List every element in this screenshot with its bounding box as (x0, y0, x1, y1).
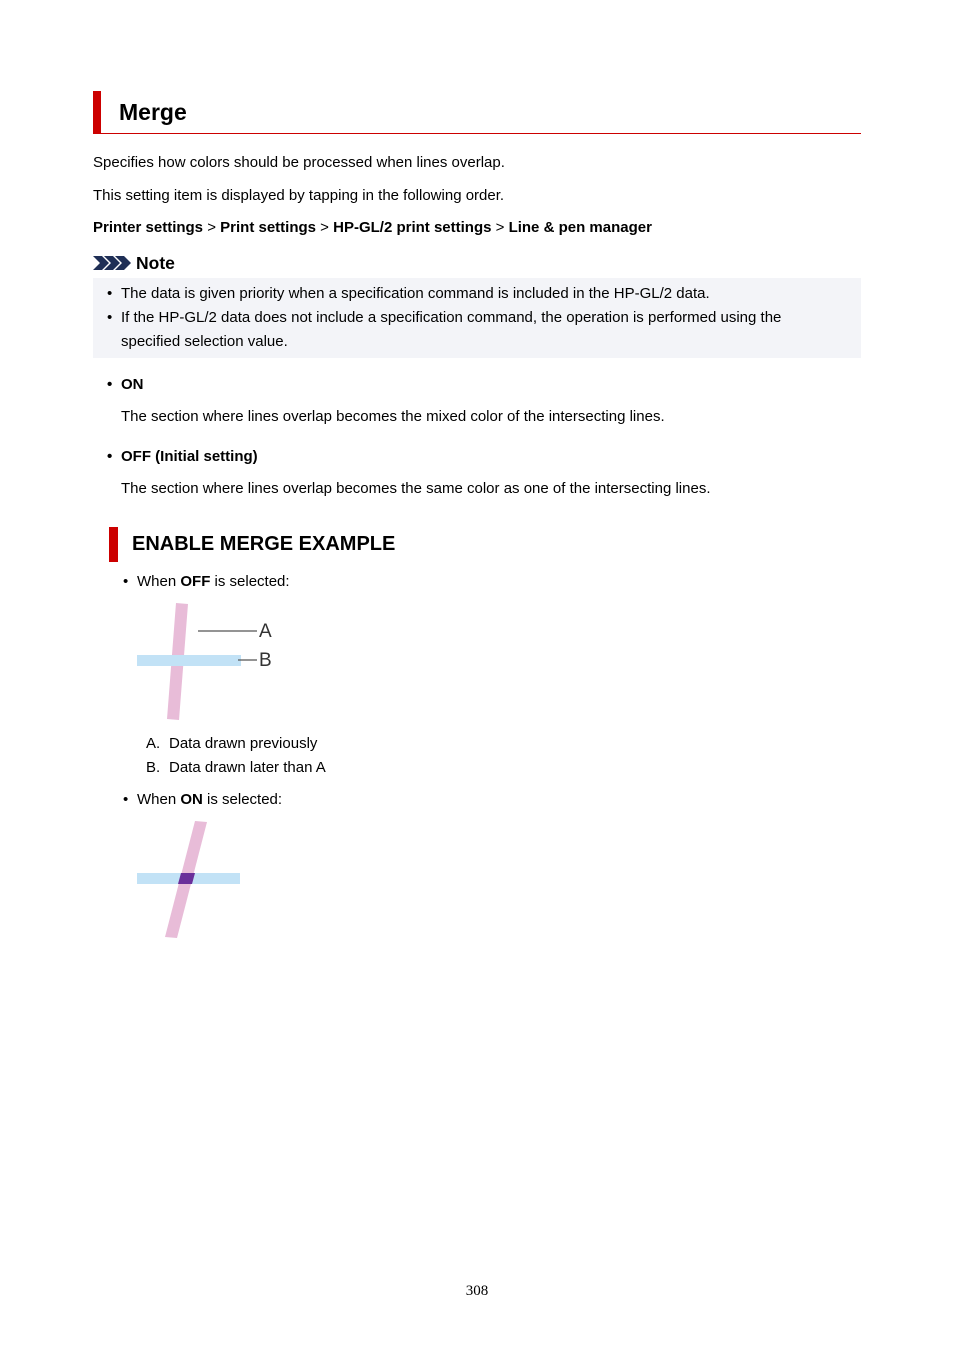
note-item-1: The data is given priority when a specification command is included in the HP-GL/2 data. (121, 285, 710, 302)
legend-marker-b: B. (146, 759, 161, 776)
note-header (93, 252, 293, 274)
menu-path-separator: > (316, 219, 334, 236)
off-example-figure (134, 600, 279, 722)
line-b-blue (137, 655, 241, 666)
title-underline (93, 133, 861, 134)
page-title: Merge (119, 99, 187, 125)
caption-keyword: ON (180, 791, 203, 808)
option-on-description: The section where lines overlap becomes the mixed color of the intersecting lines. (121, 408, 665, 425)
option-on-name: ON (121, 376, 144, 393)
example-bullet: • (123, 791, 129, 808)
option-bullet: • (107, 448, 113, 465)
caption-prefix: When (137, 573, 181, 590)
note-bullet: • (107, 285, 113, 302)
legend-text-a: Data drawn previously (169, 735, 318, 752)
when-on-caption (137, 790, 282, 810)
caption-suffix: is selected: (210, 573, 290, 590)
subheading-title: ENABLE MERGE EXAMPLE (132, 533, 396, 555)
option-off-description: The section where lines overlap becomes the same color as one of the intersecting lines. (121, 480, 711, 497)
when-off-caption (137, 572, 290, 592)
note-chevrons-icon (93, 254, 133, 272)
note-label: Note (136, 253, 175, 273)
figure-label-a: A (259, 621, 272, 642)
on-example-figure (134, 818, 244, 940)
caption-prefix: When (137, 791, 181, 808)
menu-path-separator: > (203, 219, 221, 236)
menu-path-item: HP-GL/2 print settings (333, 219, 492, 236)
intro-line-2: This setting item is displayed by tapping in the following order. (93, 187, 505, 204)
page-title-bar (93, 91, 861, 134)
caption-keyword: OFF (180, 573, 211, 590)
menu-path-item: Printer settings (93, 219, 204, 236)
menu-path (93, 218, 652, 238)
intro-line-1: Specifies how colors should be processed when lines overlap. (93, 154, 505, 171)
menu-path-separator: > (491, 219, 509, 236)
subheading-accent-bar (109, 527, 118, 562)
note-item-2: If the HP-GL/2 data does not include a specification command, the operation is performed using the (121, 309, 782, 326)
menu-path-item: Line & pen manager (508, 219, 652, 236)
merged-intersection (178, 873, 195, 884)
page-number: 308 (465, 1283, 489, 1299)
figure-label-b: B (259, 650, 272, 671)
option-bullet: • (107, 376, 113, 393)
caption-suffix: is selected: (202, 791, 283, 808)
menu-path-item: Print settings (220, 219, 316, 236)
legend-marker-a: A. (146, 735, 161, 752)
title-accent-bar (93, 91, 101, 133)
legend-text-b: Data drawn later than A (169, 759, 326, 776)
note-item-2-continued: specified selection value. (121, 333, 288, 350)
option-off-name: OFF (Initial setting) (121, 448, 258, 465)
example-bullet: • (123, 573, 129, 590)
note-bullet: • (107, 309, 113, 326)
